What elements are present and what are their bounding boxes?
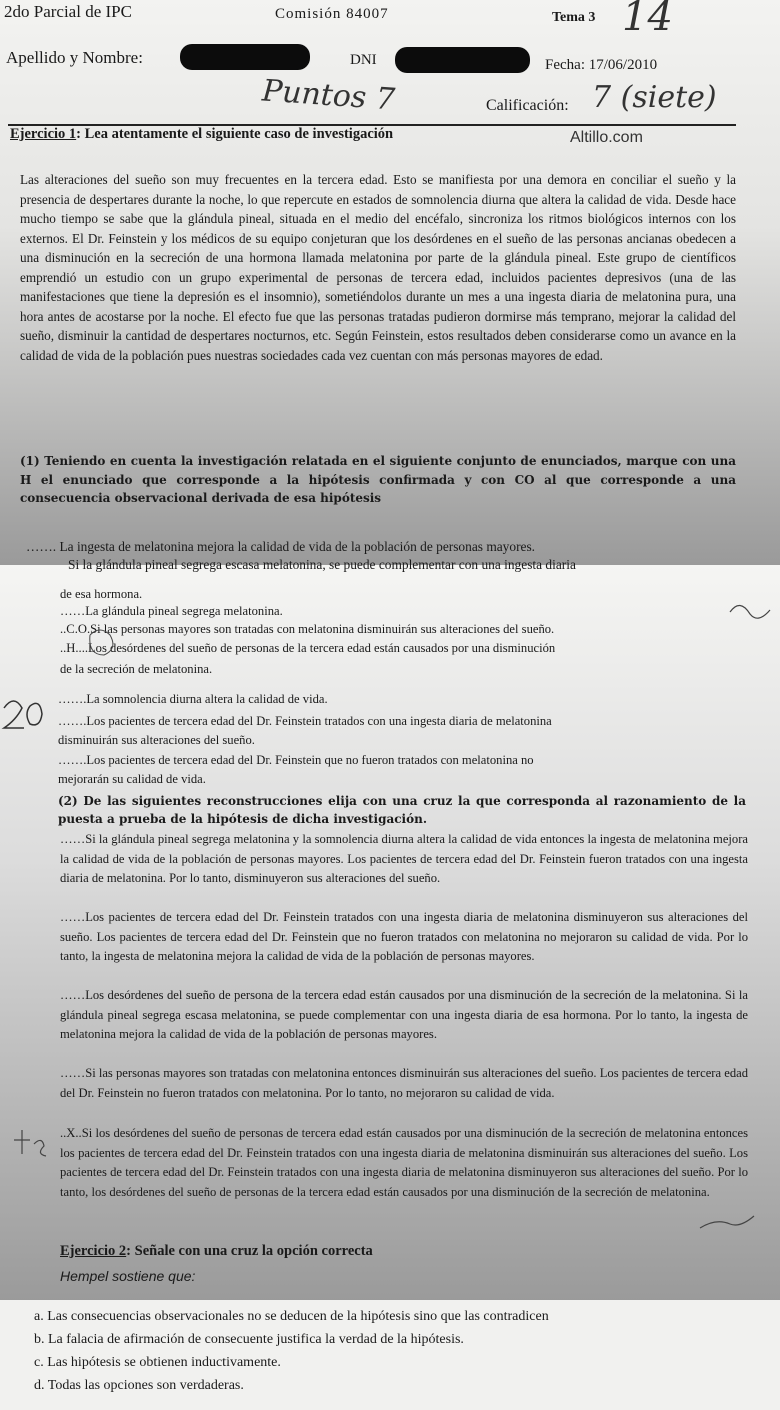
q1-item-7b: disminuirán sus alteraciones del sueño. [58, 733, 255, 747]
q1-item-5a: ..H....Los desórdenes del sueño de personas de la tercera edad están causados por una disminución [60, 641, 556, 655]
name-label: Apellido y Nombre: [6, 48, 143, 67]
topic: Tema 3 [552, 10, 596, 25]
q2-option-1: ……Si la glándula pineal segrega melatonina y la somnolencia diurna altera la calidad de vida entonces la ingesta de melatonina mejora la calidad de vida de la población de personas mayores. Los pacientes de tercera edad del Dr. Feinstein fueron tratados con una ingesta diaria de melatonina. Por lo tanto, disminuyeron sus alteraciones del sueño. [60, 832, 748, 885]
commission: Comisión 84007 [275, 6, 389, 22]
circle-mark [90, 630, 113, 655]
q1-item-6: …….La somnolencia diurna altera la calidad de vida. [58, 692, 328, 706]
side-scribble [730, 605, 770, 618]
q1-item-3: ……La glándula pineal segrega melatonina. [60, 604, 283, 618]
grade-label: Calificación: [486, 97, 569, 114]
q2-option-3: ……Los desórdenes del sueño de persona de la tercera edad están causados por una disminución de la secreción de la melatonina. Si la glándula pineal segrega escasa melatonina, se puede complementar con una ingesta diaria de esa hormona. Por lo tanto, la ingesta de melatonina mejora la calidad de vida de la población de personas mayores. [60, 988, 748, 1041]
dni-label: DNI [350, 52, 377, 68]
watermark: Altillo.com [570, 129, 643, 146]
signature-scribble [700, 1216, 754, 1228]
exercise2-number: Ejercicio 2 [60, 1243, 127, 1259]
ex2-option-d[interactable]: d. Todas las opciones son verdaderas. [34, 1378, 244, 1393]
q1-prompt: (1) Teniendo en cuenta la investigación relatada en el siguiente conjunto de enunciados, marque con una H el enunciado que corresponde a la hipótesis confirmada y con CO al que corresponde a una consecuencia observacional derivada de esa hipótesis [20, 454, 736, 505]
case-text: Las alteraciones del sueño son muy frecuentes en la tercera edad. Esto se manifiesta por una demora en conciliar el sueño y la presencia de despertares durante la noche, lo que repercute en estados de somnolencia diurna que altera la calidad de vida. Desde hace mucho tiempo se sabe que la glándula pineal, situada en el medio del encéfalo, sincroniza los ritmos biológicos internos con los externos. El Dr. Feinstein y los médicos de su equipo conjeturan que los desórdenes en el sueño de las personas ancianas obedecen a una disminución en la secreción de una hormona llamada melatonina por parte de la glándula pineal. Este grupo de científicos emprendió un estudio con un grupo experimental de personas de tercera edad, incluidos pacientes depresivos (una de las manifestaciones que tiene la depresión es el insomnio), sometiéndolos durante un mes a una ingesta diaria de melatonina pura, una hora antes de acostarse por la noche. El efecto fue que las personas tratadas pudieron dormirse más temprano, mejorar la calidad del sueño, disminuir la cantidad de despertares nocturnos, etc. Según Feinstein, estos resultados deben considerarse como un avance en la calidad de vida de la población pues nuestras sociedades cada vez cuentan con más personas mayores de edad. [20, 172, 736, 363]
ex2-option-b[interactable]: b. La falacia de afirmación de consecuente justifica la verdad de la hipótesis. [34, 1332, 464, 1347]
grade-handwritten: 7 (siete) [592, 80, 717, 115]
q1-item-8a: …….Los pacientes de tercera edad del Dr. Feinstein que no fueron tratados con melatonina no [58, 753, 534, 767]
q1-item-2a: Si la glándula pineal segrega escasa melatonina, se puede complementar con una ingesta diaria [68, 557, 576, 572]
points-handwritten: Puntos 7 [260, 73, 397, 118]
margin-mark-20 [4, 701, 42, 728]
course-title: 2do Parcial de IPC [4, 2, 132, 21]
q2-prompt: (2) De las siguientes reconstrucciones elija con una cruz la que corresponda al razonamiento de la puesta a prueba de la hipótesis de dicha investigación. [58, 794, 746, 826]
q2-option-4: ……Si las personas mayores son tratadas con melatonina entonces disminuirán sus alteraciones del sueño. Los pacientes de tercera edad del Dr. Feinstein no fueron tratados con melatonina. Por lo tanto, no mejoraron su calidad de vida. [60, 1066, 748, 1100]
exercise1-title-text: : Lea atentamente el siguiente caso de investigación [76, 126, 394, 142]
corner-handwritten-mark: 14 [622, 0, 673, 40]
q2-option-5: ..X..Si los desórdenes del sueño de personas de tercera edad están causados por una disminución de la secreción de melatonina entonces los pacientes de tercera edad del Dr. Feinstein tratados con una ingesta diaria de melatonina disminuirán sus alteraciones del sueño. Los pacientes de tercera edad del Dr. Feinstein tratados con una ingesta diaria de melatonina disminuyeron sus alteraciones del sueño. Por lo tanto, los desórdenes del sueño de personas de la tercera edad están causados por una disminución de la secreción de melatonina. [60, 1126, 748, 1199]
exercise2-title-text: : Señale con una cruz la opción correcta [126, 1243, 373, 1259]
ex2-option-a[interactable]: a. Las consecuencias observacionales no se deducen de la hipótesis sino que las contradicen [34, 1309, 549, 1324]
q1-item-7a: …….Los pacientes de tercera edad del Dr. Feinstein tratados con una ingesta diaria de melatonina [58, 714, 552, 728]
margin-mark-te [14, 1130, 46, 1156]
q1-item-2b: de esa hormona. [60, 587, 143, 601]
q1-item-5b: de la secreción de melatonina. [60, 662, 213, 676]
q2-option-2: ……Los pacientes de tercera edad del Dr. Feinstein tratados con una ingesta diaria de melatonina disminuyeron sus alteraciones del sueño. Los pacientes de tercera edad del Dr. Feinstein que no fueron tratados con melatonina no mejoraron su calidad de vida. Por lo tanto, la ingesta de melatonina mejora la calidad de vida de la población de personas mayores. [60, 910, 748, 963]
q1-item-4: ..C.O.Si las personas mayores son tratadas con melatonina disminuirán sus alteraciones del sueño. [60, 622, 555, 636]
exercise1-number: Ejercicio 1 [10, 126, 77, 142]
q1-item-8b: mejorarán su calidad de vida. [58, 772, 206, 786]
q1-item-1: ……. La ingesta de melatonina mejora la calidad de vida de la población de personas mayores. [26, 539, 536, 554]
exercise2-subtitle: Hempel sostiene que: [60, 1268, 196, 1284]
date: Fecha: 17/06/2010 [545, 57, 658, 73]
ex2-option-c[interactable]: c. Las hipótesis se obtienen inductivamente. [34, 1355, 281, 1370]
